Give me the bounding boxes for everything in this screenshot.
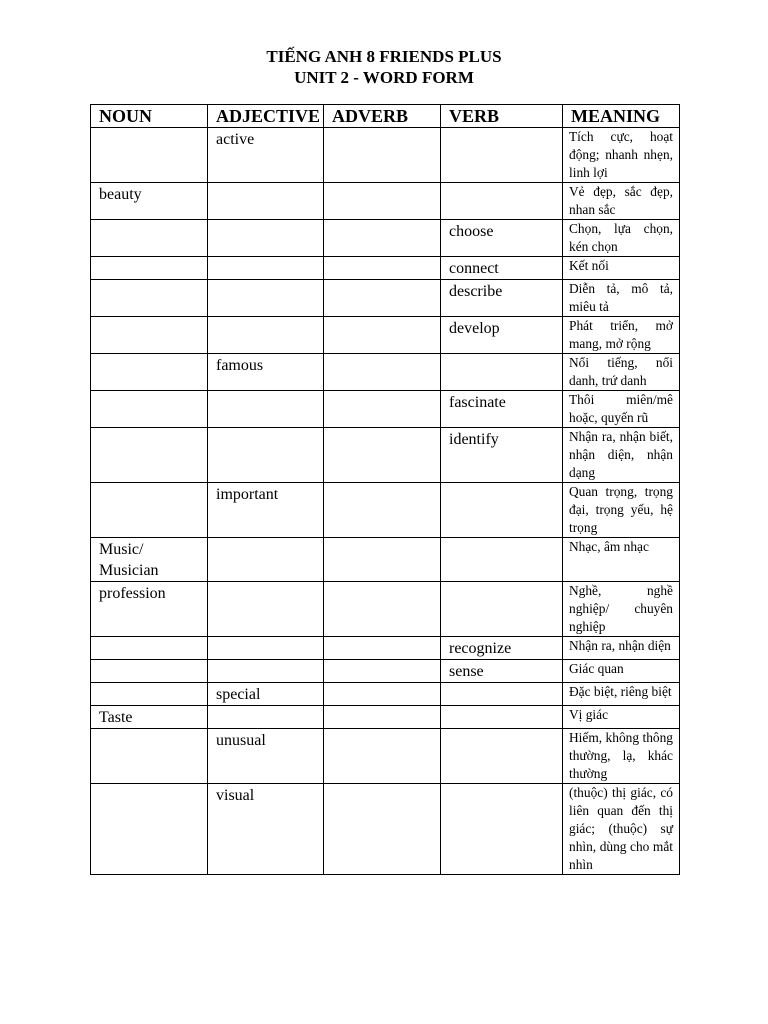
cell-verb: identify — [441, 428, 563, 483]
table-row — [91, 706, 680, 729]
cell-verb: connect — [441, 257, 563, 280]
cell-noun — [91, 483, 208, 538]
document-subtitle: UNIT 2 - WORD FORM — [294, 68, 474, 87]
cell-adverb — [324, 637, 441, 660]
cell-adjective: famous — [208, 354, 324, 391]
cell-adjective: special — [208, 683, 324, 706]
cell-adjective: important — [208, 483, 324, 538]
cell-verb — [441, 538, 563, 582]
cell-adjective — [208, 183, 324, 220]
cell-meaning: Vị giác — [563, 706, 680, 729]
cell-noun — [91, 391, 208, 428]
cell-adjective — [208, 660, 324, 683]
cell-adverb — [324, 660, 441, 683]
cell-meaning: Đặc biệt, riêng biệt — [563, 683, 680, 706]
cell-verb — [441, 483, 563, 538]
cell-verb — [441, 128, 563, 183]
cell-adjective — [208, 706, 324, 729]
cell-meaning: Thôi miên/mê hoặc, quyến rũ — [563, 391, 680, 428]
cell-adverb — [324, 784, 441, 875]
table-row — [91, 637, 680, 660]
cell-meaning: (thuộc) thị giác, có liên quan đến thị giác; (thuộc) sự nhìn, dùng cho mắt nhìn — [563, 784, 680, 875]
cell-adverb — [324, 257, 441, 280]
table-row — [91, 183, 680, 220]
cell-meaning: Nhận ra, nhận biết, nhận diện, nhận dạng — [563, 428, 680, 483]
cell-noun — [91, 257, 208, 280]
cell-noun: profession — [91, 582, 208, 637]
cell-meaning: Quan trọng, trọng đại, trọng yếu, hệ trọng — [563, 483, 680, 538]
cell-verb: fascinate — [441, 391, 563, 428]
table-row — [91, 582, 680, 637]
cell-meaning: Chọn, lựa chọn, kén chọn — [563, 220, 680, 257]
header-meaning: MEANING — [563, 105, 680, 128]
cell-noun — [91, 428, 208, 483]
cell-meaning: Giác quan — [563, 660, 680, 683]
cell-verb — [441, 706, 563, 729]
table-row — [91, 220, 680, 257]
cell-adverb — [324, 317, 441, 354]
cell-noun — [91, 220, 208, 257]
cell-adverb — [324, 706, 441, 729]
cell-verb — [441, 582, 563, 637]
table-row — [91, 317, 680, 354]
cell-adjective — [208, 428, 324, 483]
header-adverb: ADVERB — [324, 105, 441, 128]
cell-meaning: Nhận ra, nhận diện — [563, 637, 680, 660]
cell-verb: develop — [441, 317, 563, 354]
cell-adjective — [208, 582, 324, 637]
header-noun: NOUN — [91, 105, 208, 128]
cell-adjective — [208, 317, 324, 354]
cell-adverb — [324, 280, 441, 317]
cell-noun — [91, 660, 208, 683]
header-verb: VERB — [441, 105, 563, 128]
cell-adverb — [324, 729, 441, 784]
cell-noun: Taste — [91, 706, 208, 729]
word-form-table — [90, 104, 680, 875]
cell-adverb — [324, 354, 441, 391]
cell-verb — [441, 784, 563, 875]
cell-noun — [91, 637, 208, 660]
cell-noun — [91, 354, 208, 391]
cell-verb: choose — [441, 220, 563, 257]
cell-noun — [91, 128, 208, 183]
cell-verb: recognize — [441, 637, 563, 660]
table-row — [91, 784, 680, 875]
cell-adjective: visual — [208, 784, 324, 875]
table-row — [91, 538, 680, 582]
cell-noun — [91, 317, 208, 354]
cell-meaning: Tích cực, hoạt động; nhanh nhẹn, linh lợi — [563, 128, 680, 183]
cell-adjective — [208, 637, 324, 660]
cell-meaning: Phát triển, mở mang, mở rộng — [563, 317, 680, 354]
table-row — [91, 483, 680, 538]
cell-meaning: Nghề, nghề nghiệp/ chuyên nghiệp — [563, 582, 680, 637]
table-body — [91, 128, 680, 875]
cell-adverb — [324, 220, 441, 257]
cell-verb — [441, 683, 563, 706]
table-row — [91, 128, 680, 183]
table-row — [91, 354, 680, 391]
cell-verb — [441, 183, 563, 220]
cell-adverb — [324, 483, 441, 538]
cell-meaning: Kết nối — [563, 257, 680, 280]
cell-adverb — [324, 683, 441, 706]
cell-adjective — [208, 391, 324, 428]
cell-adverb — [324, 391, 441, 428]
cell-verb: sense — [441, 660, 563, 683]
document-title: TIẾNG ANH 8 FRIENDS PLUS — [266, 47, 502, 66]
cell-verb — [441, 354, 563, 391]
table-header-row — [91, 105, 680, 128]
header-adjective: ADJECTIVE — [208, 105, 324, 128]
cell-adjective — [208, 538, 324, 582]
cell-adjective: active — [208, 128, 324, 183]
cell-meaning: Nhạc, âm nhạc — [563, 538, 680, 582]
table-row — [91, 391, 680, 428]
cell-adverb — [324, 582, 441, 637]
cell-noun: beauty — [91, 183, 208, 220]
cell-adverb — [324, 428, 441, 483]
cell-noun: Music/ Musician — [91, 538, 208, 582]
cell-adverb — [324, 183, 441, 220]
cell-adverb — [324, 128, 441, 183]
cell-meaning: Hiếm, không thông thường, lạ, khác thường — [563, 729, 680, 784]
cell-adjective — [208, 257, 324, 280]
cell-adjective — [208, 220, 324, 257]
cell-verb: describe — [441, 280, 563, 317]
cell-adverb — [324, 538, 441, 582]
table-row — [91, 280, 680, 317]
table-row — [91, 257, 680, 280]
table-row — [91, 660, 680, 683]
cell-adjective: unusual — [208, 729, 324, 784]
table-row — [91, 729, 680, 784]
cell-noun — [91, 729, 208, 784]
cell-adjective — [208, 280, 324, 317]
table-row — [91, 683, 680, 706]
cell-meaning: Diễn tả, mô tả, miêu tả — [563, 280, 680, 317]
cell-meaning: Nổi tiếng, nổi danh, trứ danh — [563, 354, 680, 391]
table-row — [91, 428, 680, 483]
cell-verb — [441, 729, 563, 784]
cell-meaning: Vẻ đẹp, sắc đẹp, nhan sắc — [563, 183, 680, 220]
cell-noun — [91, 683, 208, 706]
cell-noun — [91, 280, 208, 317]
cell-noun — [91, 784, 208, 875]
